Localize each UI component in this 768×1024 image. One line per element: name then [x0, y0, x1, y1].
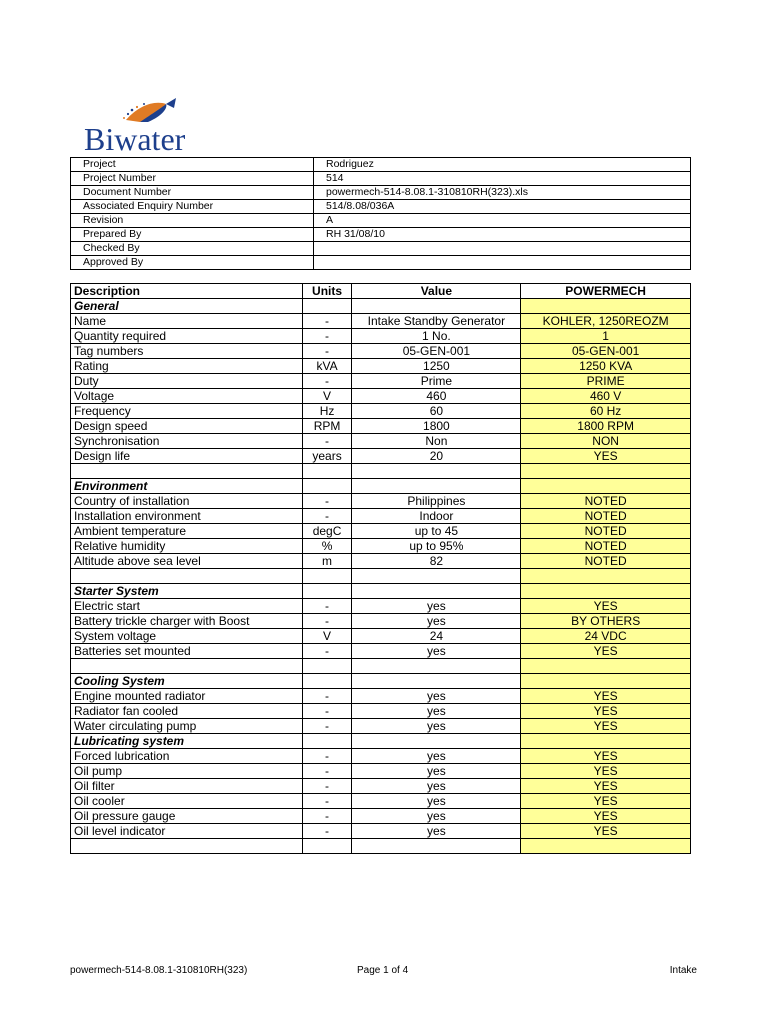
spec-description: Electric start — [71, 599, 303, 614]
footer-sheet-name: Intake — [669, 965, 697, 976]
spec-unit — [302, 659, 352, 674]
spec-value — [352, 674, 521, 689]
spec-unit: - — [302, 509, 352, 524]
spec-value — [352, 659, 521, 674]
spec-unit: - — [302, 494, 352, 509]
spec-vendor-value: YES — [521, 824, 691, 839]
spec-vendor-value: YES — [521, 809, 691, 824]
spec-vendor-value: YES — [521, 599, 691, 614]
spec-row — [71, 629, 691, 644]
spec-value: yes — [352, 614, 521, 629]
spec-row — [71, 554, 691, 569]
spec-vendor-value: 1800 RPM — [521, 419, 691, 434]
spec-description: Oil pressure gauge — [71, 809, 303, 824]
info-value: Rodriguez — [314, 158, 691, 172]
section-row — [71, 299, 691, 314]
description-header: Description — [71, 284, 303, 299]
spec-row — [71, 614, 691, 629]
spec-description: Synchronisation — [71, 434, 303, 449]
spec-value: yes — [352, 794, 521, 809]
spec-vendor-value: YES — [521, 794, 691, 809]
spec-unit: - — [302, 719, 352, 734]
info-label: Project Number — [71, 172, 314, 186]
spec-row — [71, 704, 691, 719]
spec-description: Altitude above sea level — [71, 554, 303, 569]
spec-unit: - — [302, 599, 352, 614]
spec-value: yes — [352, 689, 521, 704]
spec-row — [71, 794, 691, 809]
spec-row — [71, 524, 691, 539]
info-value: 514 — [314, 172, 691, 186]
spec-description: General — [71, 299, 303, 314]
spec-row — [71, 389, 691, 404]
spec-value — [352, 734, 521, 749]
spec-description: System voltage — [71, 629, 303, 644]
spec-value: Intake Standby Generator — [352, 314, 521, 329]
spec-value: yes — [352, 749, 521, 764]
spec-description: Environment — [71, 479, 303, 494]
spec-value: yes — [352, 779, 521, 794]
spec-vendor-value: YES — [521, 689, 691, 704]
spec-value: 1800 — [352, 419, 521, 434]
spec-unit: - — [302, 374, 352, 389]
spec-row — [71, 764, 691, 779]
info-row — [71, 158, 691, 172]
spec-unit: degC — [302, 524, 352, 539]
spec-row — [71, 779, 691, 794]
vendor-header: POWERMECH — [521, 284, 691, 299]
spec-unit — [302, 839, 352, 854]
spec-row — [71, 749, 691, 764]
spec-unit: Hz — [302, 404, 352, 419]
spec-description: Forced lubrication — [71, 749, 303, 764]
spec-description: Name — [71, 314, 303, 329]
spec-description: Oil filter — [71, 779, 303, 794]
spec-vendor-value: NOTED — [521, 494, 691, 509]
spec-row — [71, 359, 691, 374]
spec-description: Frequency — [71, 404, 303, 419]
spec-value: yes — [352, 599, 521, 614]
spec-description: Rating — [71, 359, 303, 374]
spec-unit: RPM — [302, 419, 352, 434]
info-row — [71, 214, 691, 228]
spec-unit — [302, 569, 352, 584]
spec-vendor-value — [521, 299, 691, 314]
spec-row — [71, 809, 691, 824]
spec-vendor-value — [521, 584, 691, 599]
spec-unit: - — [302, 644, 352, 659]
spec-row — [71, 404, 691, 419]
spec-vendor-value — [521, 839, 691, 854]
spec-value — [352, 464, 521, 479]
spec-description: Duty — [71, 374, 303, 389]
spec-value: 1250 — [352, 359, 521, 374]
biwater-logo — [82, 96, 214, 154]
spec-row — [71, 539, 691, 554]
info-row — [71, 186, 691, 200]
spec-vendor-value: NON — [521, 434, 691, 449]
blank-row — [71, 569, 691, 584]
spec-unit: - — [302, 824, 352, 839]
spec-unit: - — [302, 689, 352, 704]
spec-unit: % — [302, 539, 352, 554]
spec-unit — [302, 464, 352, 479]
blank-row — [71, 659, 691, 674]
info-row — [71, 200, 691, 214]
spec-unit: m — [302, 554, 352, 569]
spec-value: 60 — [352, 404, 521, 419]
section-row — [71, 734, 691, 749]
spec-row — [71, 344, 691, 359]
info-value: RH 31/08/10 — [314, 228, 691, 242]
spec-description: Oil level indicator — [71, 824, 303, 839]
blank-row — [71, 839, 691, 854]
spec-vendor-value: 1250 KVA — [521, 359, 691, 374]
spec-vendor-value — [521, 569, 691, 584]
spec-value: 460 — [352, 389, 521, 404]
spec-description: Ambient temperature — [71, 524, 303, 539]
spec-description: Voltage — [71, 389, 303, 404]
spec-value — [352, 479, 521, 494]
spec-value: 1 No. — [352, 329, 521, 344]
spec-value: Prime — [352, 374, 521, 389]
spec-description: Oil cooler — [71, 794, 303, 809]
spec-value: Philippines — [352, 494, 521, 509]
spec-row — [71, 449, 691, 464]
spec-vendor-value: PRIME — [521, 374, 691, 389]
spec-value: 24 — [352, 629, 521, 644]
spec-description: Design life — [71, 449, 303, 464]
spec-unit — [302, 584, 352, 599]
spec-value: yes — [352, 644, 521, 659]
spec-vendor-value: 460 V — [521, 389, 691, 404]
spec-unit: - — [302, 764, 352, 779]
info-label: Project — [71, 158, 314, 172]
spec-unit: - — [302, 434, 352, 449]
spec-vendor-value: YES — [521, 779, 691, 794]
spec-description — [71, 464, 303, 479]
footer-page-number: Page 1 of 4 — [357, 965, 409, 976]
info-value: A — [314, 214, 691, 228]
spec-value: yes — [352, 809, 521, 824]
spec-unit — [302, 479, 352, 494]
spec-vendor-value: YES — [521, 704, 691, 719]
spec-vendor-value: YES — [521, 764, 691, 779]
spec-unit: kVA — [302, 359, 352, 374]
spec-value: Indoor — [352, 509, 521, 524]
spec-description: Radiator fan cooled — [71, 704, 303, 719]
spec-row — [71, 434, 691, 449]
info-row — [71, 256, 691, 270]
spec-vendor-value: NOTED — [521, 509, 691, 524]
spec-vendor-value — [521, 734, 691, 749]
spec-vendor-value: KOHLER, 1250REOZM — [521, 314, 691, 329]
info-value: powermech-514-8.08.1-310810RH(323).xls — [314, 186, 691, 200]
spec-unit: - — [302, 344, 352, 359]
spec-unit: - — [302, 809, 352, 824]
spec-unit — [302, 674, 352, 689]
spec-vendor-value — [521, 659, 691, 674]
blank-row — [71, 464, 691, 479]
footer-filename: powermech-514-8.08.1-310810RH(323) — [70, 965, 248, 976]
spec-description — [71, 569, 303, 584]
spec-description: Relative humidity — [71, 539, 303, 554]
spec-description: Starter System — [71, 584, 303, 599]
fish-logo-icon — [82, 96, 214, 154]
units-header: Units — [302, 284, 352, 299]
info-label: Revision — [71, 214, 314, 228]
spec-value: up to 95% — [352, 539, 521, 554]
spec-unit: - — [302, 794, 352, 809]
spec-vendor-value: NOTED — [521, 539, 691, 554]
info-label: Document Number — [71, 186, 314, 200]
spec-description: Oil pump — [71, 764, 303, 779]
spec-row — [71, 374, 691, 389]
spec-unit: - — [302, 614, 352, 629]
spec-unit: - — [302, 314, 352, 329]
spec-description: Quantity required — [71, 329, 303, 344]
spec-description: Lubricating system — [71, 734, 303, 749]
spec-description — [71, 839, 303, 854]
spec-row — [71, 419, 691, 434]
spec-unit: - — [302, 749, 352, 764]
spec-vendor-value — [521, 674, 691, 689]
info-value — [314, 256, 691, 270]
specification-table — [70, 283, 691, 854]
spec-value: 82 — [352, 554, 521, 569]
spec-vendor-value: YES — [521, 644, 691, 659]
spec-vendor-value: YES — [521, 449, 691, 464]
spec-header-row — [71, 284, 691, 299]
spec-value: up to 45 — [352, 524, 521, 539]
spec-value: yes — [352, 704, 521, 719]
spec-vendor-value: 05-GEN-001 — [521, 344, 691, 359]
spec-value: Non — [352, 434, 521, 449]
spec-row — [71, 509, 691, 524]
info-label: Approved By — [71, 256, 314, 270]
spec-description: Installation environment — [71, 509, 303, 524]
spec-row — [71, 824, 691, 839]
info-label: Prepared By — [71, 228, 314, 242]
spec-description: Design speed — [71, 419, 303, 434]
spec-unit: - — [302, 704, 352, 719]
spec-value: yes — [352, 764, 521, 779]
spec-row — [71, 644, 691, 659]
spec-vendor-value: YES — [521, 749, 691, 764]
spec-value — [352, 569, 521, 584]
spec-description: Battery trickle charger with Boost — [71, 614, 303, 629]
spec-row — [71, 719, 691, 734]
value-header: Value — [352, 284, 521, 299]
spec-value — [352, 299, 521, 314]
spec-vendor-value: NOTED — [521, 524, 691, 539]
spec-value — [352, 584, 521, 599]
spec-unit: V — [302, 389, 352, 404]
spec-vendor-value: 1 — [521, 329, 691, 344]
spec-value: yes — [352, 719, 521, 734]
spec-vendor-value: YES — [521, 719, 691, 734]
spec-row — [71, 494, 691, 509]
info-label: Associated Enquiry Number — [71, 200, 314, 214]
spec-description: Cooling System — [71, 674, 303, 689]
spec-unit — [302, 299, 352, 314]
info-row — [71, 242, 691, 256]
spec-description: Tag numbers — [71, 344, 303, 359]
spec-vendor-value: BY OTHERS — [521, 614, 691, 629]
spec-vendor-value: 24 VDC — [521, 629, 691, 644]
info-label: Checked By — [71, 242, 314, 256]
spec-vendor-value: 60 Hz — [521, 404, 691, 419]
spec-description — [71, 659, 303, 674]
spec-value: 05-GEN-001 — [352, 344, 521, 359]
section-row — [71, 479, 691, 494]
spec-unit — [302, 734, 352, 749]
spec-unit: years — [302, 449, 352, 464]
spec-unit: - — [302, 329, 352, 344]
spec-description: Country of installation — [71, 494, 303, 509]
spec-description: Batteries set mounted — [71, 644, 303, 659]
logo-text: Biwater — [84, 121, 186, 154]
spec-row — [71, 329, 691, 344]
spec-unit: - — [302, 779, 352, 794]
info-row — [71, 228, 691, 242]
document-info-table — [70, 157, 691, 270]
spec-description: Engine mounted radiator — [71, 689, 303, 704]
section-row — [71, 674, 691, 689]
spec-unit: V — [302, 629, 352, 644]
spec-row — [71, 314, 691, 329]
info-value — [314, 242, 691, 256]
spec-vendor-value: NOTED — [521, 554, 691, 569]
section-row — [71, 584, 691, 599]
spec-value: 20 — [352, 449, 521, 464]
spec-description: Water circulating pump — [71, 719, 303, 734]
info-row — [71, 172, 691, 186]
spec-row — [71, 599, 691, 614]
spec-value — [352, 839, 521, 854]
spec-vendor-value — [521, 479, 691, 494]
spec-row — [71, 689, 691, 704]
info-value: 514/8.08/036A — [314, 200, 691, 214]
spec-value: yes — [352, 824, 521, 839]
spec-vendor-value — [521, 464, 691, 479]
